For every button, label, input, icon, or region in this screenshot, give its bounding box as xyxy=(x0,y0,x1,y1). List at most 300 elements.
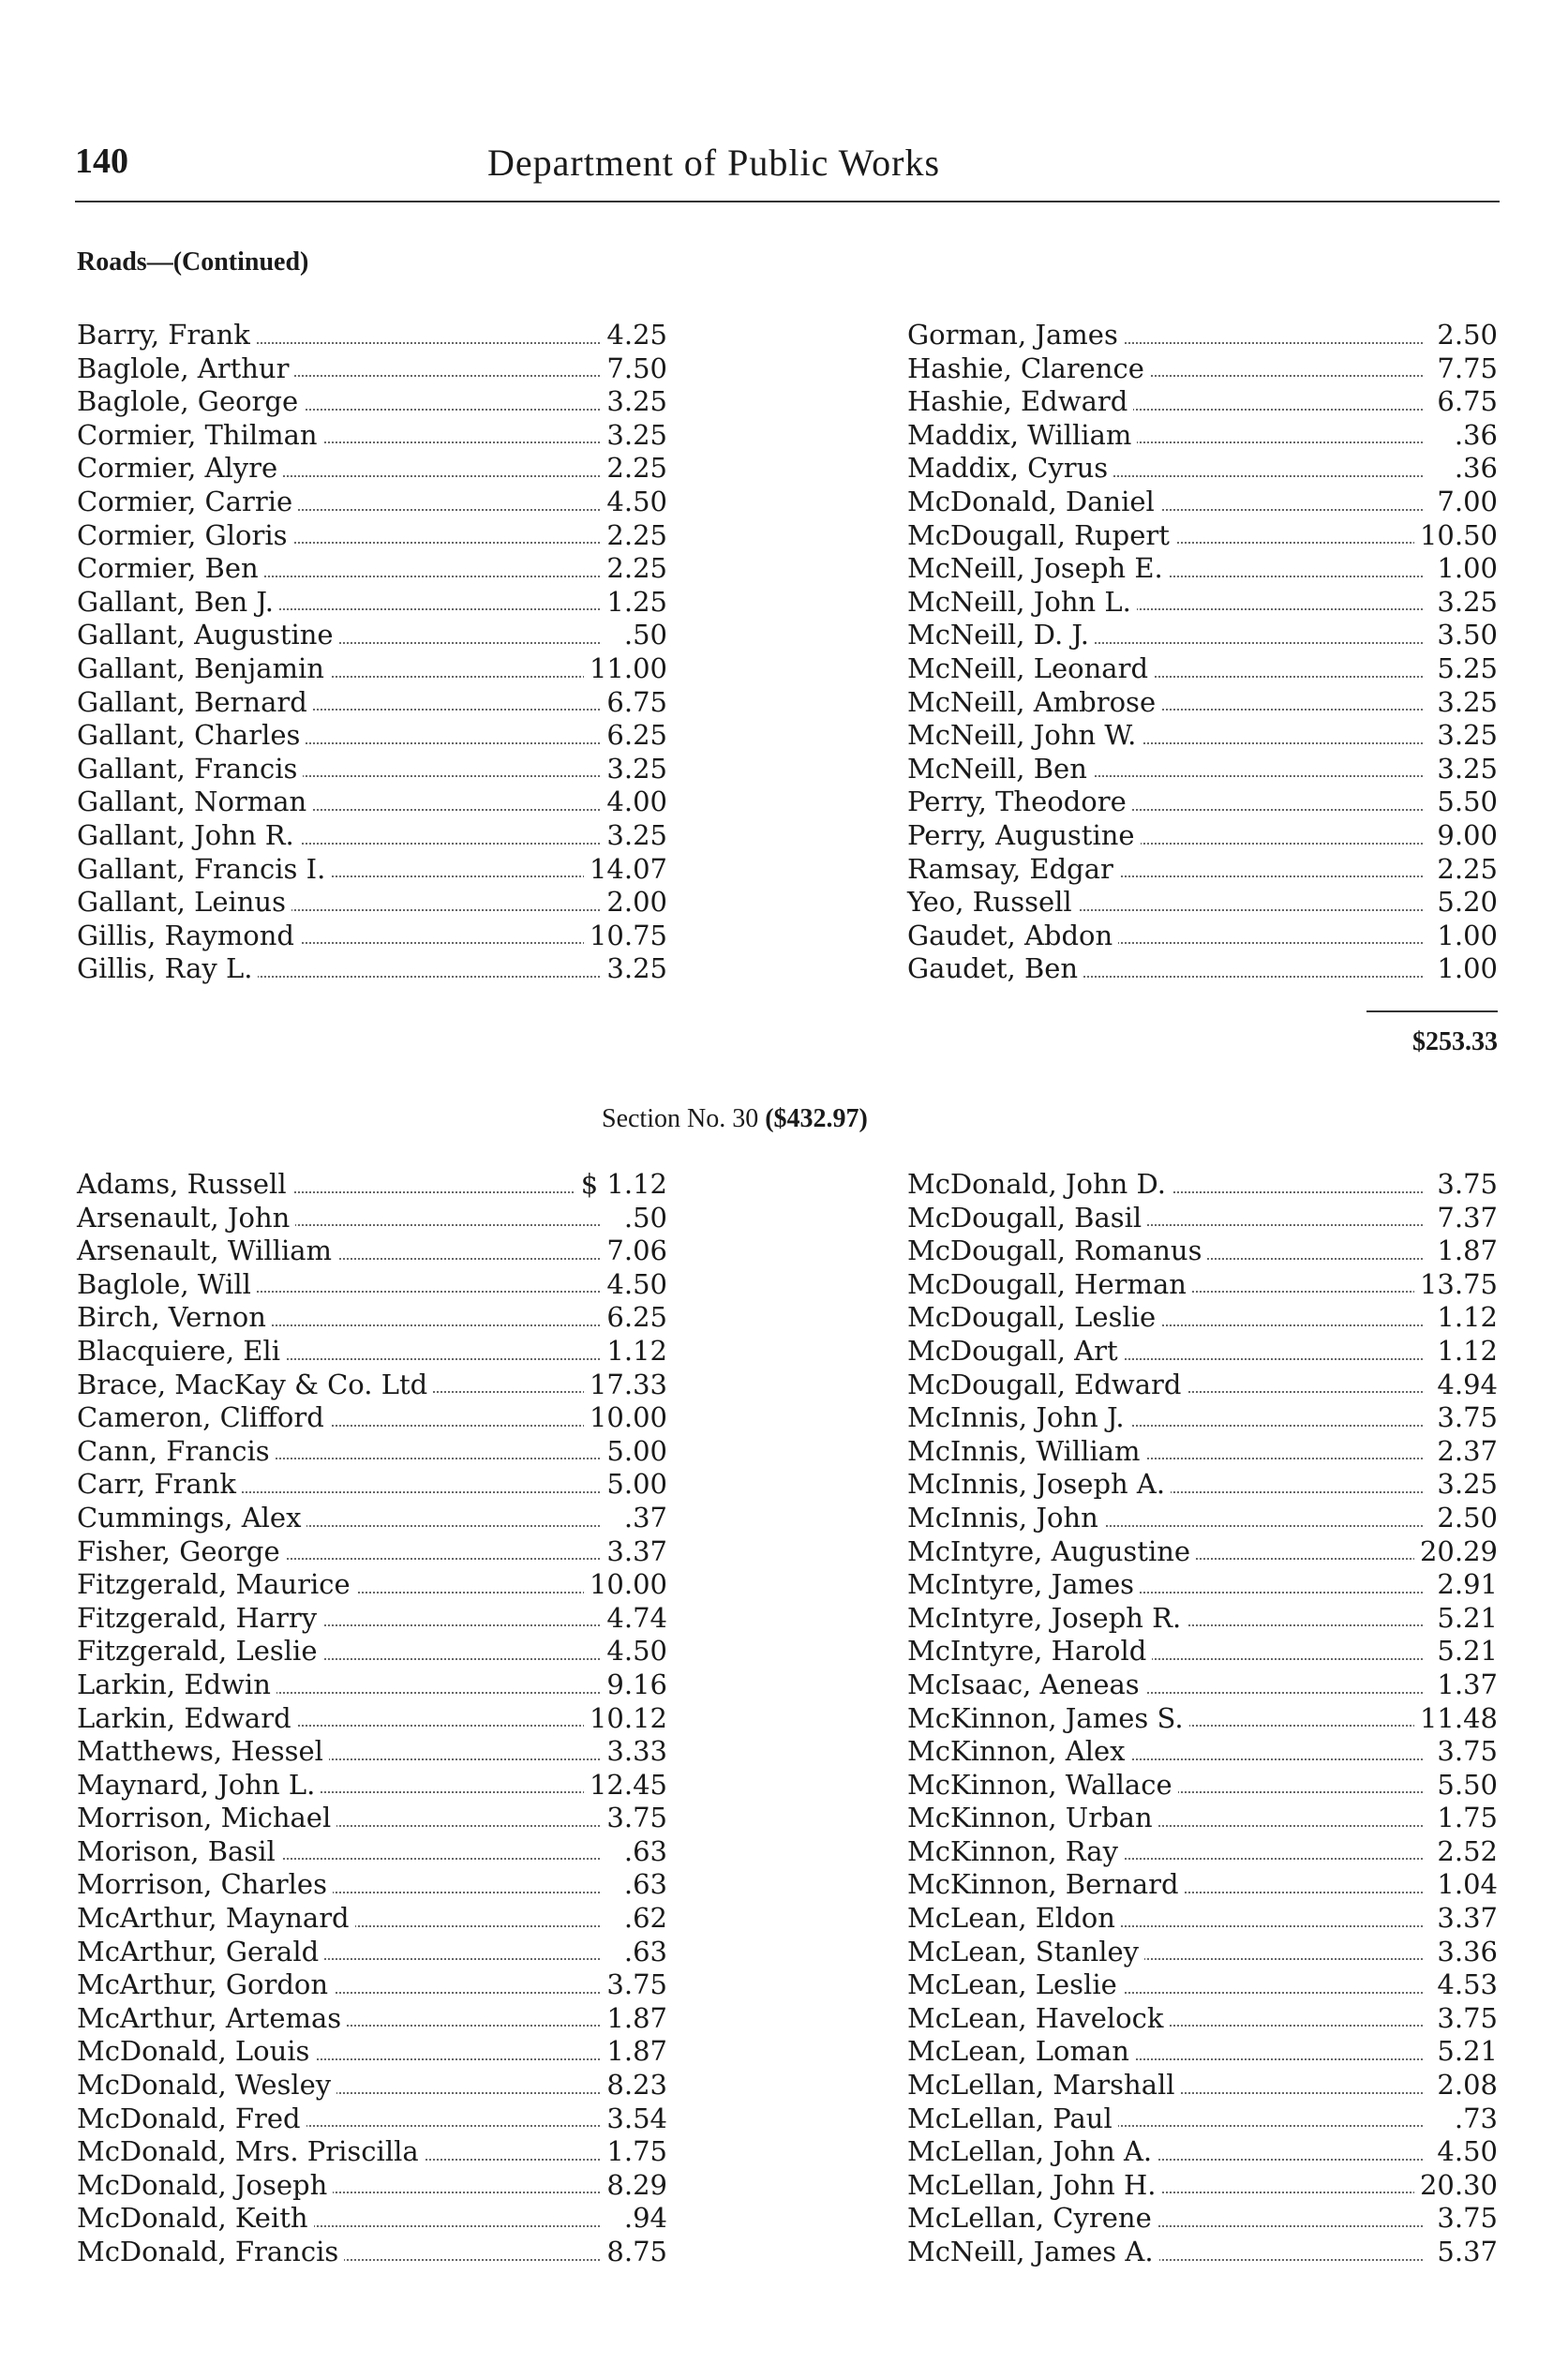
entry-amount: $ 1.12 xyxy=(575,1168,667,1202)
page-number: 140 xyxy=(75,142,128,181)
entry-name: McDougall, Rupert xyxy=(907,519,1175,553)
list-item xyxy=(907,853,1498,887)
entry-amount: 7.75 xyxy=(1431,352,1498,386)
entry-name: Adams, Russell xyxy=(77,1168,292,1202)
entry-amount: 11.48 xyxy=(1414,1702,1498,1736)
entry-amount: 17.33 xyxy=(584,1369,667,1402)
entry-amount: 3.25 xyxy=(1431,753,1498,786)
list-item xyxy=(77,1435,667,1469)
entry-name: McInnis, John J. xyxy=(907,1401,1130,1435)
list-item xyxy=(77,1802,667,1835)
entry-name: McNeill, James A. xyxy=(907,2236,1159,2269)
list-item xyxy=(77,1202,667,1235)
entry-amount: 5.50 xyxy=(1431,786,1498,819)
entry-name: Larkin, Edward xyxy=(77,1702,297,1736)
entry-amount: 3.25 xyxy=(1431,719,1498,753)
entry-amount: 3.36 xyxy=(1431,1936,1498,1969)
entry-amount: 5.00 xyxy=(601,1435,667,1469)
list-item xyxy=(907,1568,1498,1602)
entry-name: Morrison, Michael xyxy=(77,1802,336,1835)
list-item xyxy=(77,2035,667,2069)
entry-amount: 6.75 xyxy=(1431,385,1498,419)
entry-amount: 1.12 xyxy=(1431,1301,1498,1335)
list-item xyxy=(907,486,1498,519)
entry-name: Perry, Theodore xyxy=(907,786,1132,819)
entry-name: McInnis, Joseph A. xyxy=(907,1468,1171,1502)
list-item xyxy=(77,1268,667,1302)
entry-name: Gallant, Ben J. xyxy=(77,586,279,620)
entry-name: Gallant, Francis xyxy=(77,753,303,786)
list-item xyxy=(77,319,667,352)
entry-name: Cormier, Alyre xyxy=(77,452,283,486)
entry-name: McDonald, Francis xyxy=(77,2236,344,2269)
entry-amount: 2.91 xyxy=(1431,1568,1498,1602)
entry-amount: 8.75 xyxy=(601,2236,667,2269)
list-item xyxy=(907,1202,1498,1235)
entry-name: Gallant, Bernard xyxy=(77,686,313,720)
list-item xyxy=(77,686,667,720)
entry-amount: 3.75 xyxy=(601,1802,667,1835)
entry-name: McKinnon, James S. xyxy=(907,1702,1189,1736)
list-item xyxy=(907,419,1498,453)
entry-amount: .63 xyxy=(619,1835,667,1869)
roads-right-column xyxy=(907,319,1498,986)
entry-amount: 4.25 xyxy=(601,319,667,352)
list-item xyxy=(907,2169,1498,2203)
entry-name: McIsaac, Aeneas xyxy=(907,1668,1145,1702)
list-item xyxy=(77,1401,667,1435)
entry-name: Gillis, Ray L. xyxy=(77,952,258,986)
entry-name: McDougall, Romanus xyxy=(907,1234,1207,1268)
entry-amount: 1.75 xyxy=(1431,1802,1498,1835)
entry-amount: 5.21 xyxy=(1431,2035,1498,2069)
entry-amount: .63 xyxy=(619,1868,667,1902)
list-item xyxy=(907,452,1498,486)
entry-name: Maddix, Cyrus xyxy=(907,452,1113,486)
entry-name: Matthews, Hessel xyxy=(77,1735,329,1769)
entry-name: Cormier, Ben xyxy=(77,552,264,586)
entry-name: Larkin, Edwin xyxy=(77,1668,276,1702)
entry-name: McNeill, Ben xyxy=(907,753,1093,786)
entry-amount: 4.50 xyxy=(1431,2135,1498,2169)
entry-name: McDonald, Mrs. Priscilla xyxy=(77,2135,425,2169)
entry-amount: 3.75 xyxy=(1431,1168,1498,1202)
entry-name: Fitzgerald, Maurice xyxy=(77,1568,356,1602)
entry-name: Gallant, Benjamin xyxy=(77,652,330,686)
list-item xyxy=(907,1868,1498,1902)
list-item xyxy=(77,586,667,620)
entry-name: Baglole, Will xyxy=(77,1268,257,1302)
list-item xyxy=(907,920,1498,953)
page-header xyxy=(75,141,1500,197)
list-item xyxy=(77,452,667,486)
list-item xyxy=(77,1635,667,1668)
list-item xyxy=(907,1602,1498,1636)
list-item xyxy=(77,1502,667,1535)
entry-name: Gaudet, Ben xyxy=(907,952,1083,986)
list-item xyxy=(77,1168,667,1202)
entry-name: Gallant, Leinus xyxy=(77,886,291,920)
list-item xyxy=(77,952,667,986)
list-item xyxy=(77,1835,667,1869)
list-item xyxy=(77,1702,667,1736)
entry-amount: 5.00 xyxy=(601,1468,667,1502)
entry-amount: 2.08 xyxy=(1431,2069,1498,2102)
list-item xyxy=(77,920,667,953)
entry-name: Cormier, Gloris xyxy=(77,519,292,553)
list-item xyxy=(77,1369,667,1402)
list-item xyxy=(907,1468,1498,1502)
entry-name: Cameron, Clifford xyxy=(77,1401,330,1435)
entry-name: Hashie, Edward xyxy=(907,385,1133,419)
entry-amount: 1.00 xyxy=(1431,552,1498,586)
list-item xyxy=(77,753,667,786)
entry-name: Gillis, Raymond xyxy=(77,920,300,953)
entry-name: Baglole, George xyxy=(77,385,304,419)
entry-amount: 5.25 xyxy=(1431,652,1498,686)
list-item xyxy=(77,1568,667,1602)
list-item xyxy=(77,1868,667,1902)
list-item xyxy=(77,1968,667,2002)
entry-amount: 20.29 xyxy=(1414,1535,1498,1569)
list-item xyxy=(907,2035,1498,2069)
list-item xyxy=(907,753,1498,786)
list-item xyxy=(77,2202,667,2236)
list-item xyxy=(907,1902,1498,1936)
entry-name: Arsenault, John xyxy=(77,1202,295,1235)
total-rule xyxy=(1366,1010,1498,1012)
entry-name: McDonald, Fred xyxy=(77,2102,306,2136)
entry-amount: 1.87 xyxy=(601,2002,667,2036)
entry-name: McDonald, Keith xyxy=(77,2202,314,2236)
list-item xyxy=(77,786,667,819)
entry-amount: 2.50 xyxy=(1431,1502,1498,1535)
entry-name: Maddix, William xyxy=(907,419,1137,453)
entry-name: McNeill, John W. xyxy=(907,719,1142,753)
list-item xyxy=(77,1301,667,1335)
entry-name: McIntyre, Augustine xyxy=(907,1535,1196,1569)
entry-name: McNeill, John L. xyxy=(907,586,1137,620)
entry-name: Gallant, John R. xyxy=(77,819,300,853)
entry-amount: 2.25 xyxy=(601,452,667,486)
roads-total: $253.33 xyxy=(1412,1027,1498,1056)
entry-name: McNeill, Ambrose xyxy=(907,686,1161,720)
entry-amount: 6.75 xyxy=(601,686,667,720)
list-item xyxy=(907,1802,1498,1835)
list-item xyxy=(907,1635,1498,1668)
entry-name: McLellan, John H. xyxy=(907,2169,1161,2203)
entry-amount: 3.75 xyxy=(1431,1735,1498,1769)
entry-name: McInnis, William xyxy=(907,1435,1146,1469)
entry-amount: 6.25 xyxy=(601,719,667,753)
entry-name: McArthur, Gordon xyxy=(77,1968,334,2002)
list-item xyxy=(77,552,667,586)
list-item xyxy=(907,1369,1498,1402)
entry-name: Carr, Frank xyxy=(77,1468,242,1502)
list-item xyxy=(907,819,1498,853)
entry-amount: 3.33 xyxy=(601,1735,667,1769)
entry-name: McDougall, Leslie xyxy=(907,1301,1161,1335)
list-item xyxy=(77,2135,667,2169)
entry-amount: 4.50 xyxy=(601,1635,667,1668)
entry-amount: .73 xyxy=(1449,2102,1498,2136)
entry-name: McKinnon, Urban xyxy=(907,1802,1158,1835)
entry-amount: 1.25 xyxy=(601,586,667,620)
entry-name: McLellan, Cyrene xyxy=(907,2202,1157,2236)
entry-amount: 3.37 xyxy=(1431,1902,1498,1936)
entry-amount: 1.37 xyxy=(1431,1668,1498,1702)
section-right-column xyxy=(907,1168,1498,2269)
list-item xyxy=(77,886,667,920)
list-item xyxy=(77,2236,667,2269)
entry-name: McDougall, Herman xyxy=(907,1268,1192,1302)
entry-name: Fitzgerald, Leslie xyxy=(77,1635,323,1668)
list-item xyxy=(77,1769,667,1803)
entry-name: McArthur, Gerald xyxy=(77,1936,324,1969)
entry-amount: 2.37 xyxy=(1431,1435,1498,1469)
entry-amount: 4.53 xyxy=(1431,1968,1498,2002)
entry-name: McIntyre, Joseph R. xyxy=(907,1602,1187,1636)
entry-name: McIntyre, Harold xyxy=(907,1635,1152,1668)
list-item xyxy=(77,2169,667,2203)
entry-amount: 3.25 xyxy=(601,419,667,453)
list-item xyxy=(77,1902,667,1936)
entry-amount: 5.50 xyxy=(1431,1769,1498,1803)
entry-name: Morrison, Charles xyxy=(77,1868,333,1902)
entry-name: McArthur, Maynard xyxy=(77,1902,355,1936)
section-label: Section No. 30 xyxy=(602,1104,759,1133)
entry-amount: 20.30 xyxy=(1414,2169,1498,2203)
entry-amount: 8.29 xyxy=(601,2169,667,2203)
entry-name: Gaudet, Abdon xyxy=(907,920,1118,953)
entry-name: Birch, Vernon xyxy=(77,1301,272,1335)
entry-name: McKinnon, Ray xyxy=(907,1835,1124,1869)
list-item xyxy=(907,1168,1498,1202)
entry-amount: 3.25 xyxy=(601,385,667,419)
page-title: Department of Public Works xyxy=(487,142,941,184)
entry-amount: 6.25 xyxy=(601,1301,667,1335)
entry-amount: 3.25 xyxy=(601,952,667,986)
entry-name: Cormier, Thilman xyxy=(77,419,323,453)
header-rule xyxy=(75,201,1500,202)
entry-amount: 4.50 xyxy=(601,1268,667,1302)
entry-amount: 5.21 xyxy=(1431,1635,1498,1668)
list-item xyxy=(77,652,667,686)
entry-amount: 7.00 xyxy=(1431,486,1498,519)
entry-name: Ramsay, Edgar xyxy=(907,853,1119,887)
entry-name: McDonald, Daniel xyxy=(907,486,1160,519)
entry-amount: .50 xyxy=(619,619,667,652)
entry-amount: 9.00 xyxy=(1431,819,1498,853)
entry-name: McLellan, Paul xyxy=(907,2102,1118,2136)
entry-name: McDougall, Basil xyxy=(907,1202,1147,1235)
entry-amount: 3.25 xyxy=(1431,586,1498,620)
entry-amount: 3.25 xyxy=(1431,686,1498,720)
entry-amount: 9.16 xyxy=(601,1668,667,1702)
list-item xyxy=(907,1535,1498,1569)
entry-amount: 2.50 xyxy=(1431,319,1498,352)
list-item xyxy=(77,719,667,753)
entry-amount: 7.50 xyxy=(601,352,667,386)
entry-amount: .94 xyxy=(619,2202,667,2236)
entry-amount: 3.75 xyxy=(601,1968,667,2002)
entry-amount: .62 xyxy=(619,1902,667,1936)
list-item xyxy=(907,586,1498,620)
entry-name: Gallant, Augustine xyxy=(77,619,339,652)
list-item xyxy=(77,352,667,386)
entry-name: Cann, Francis xyxy=(77,1435,276,1469)
entry-name: McLean, Havelock xyxy=(907,2002,1169,2036)
entry-name: Yeo, Russell xyxy=(907,886,1078,920)
list-item xyxy=(907,2102,1498,2136)
list-item xyxy=(77,419,667,453)
entry-name: Morison, Basil xyxy=(77,1835,281,1869)
entry-amount: 2.25 xyxy=(601,552,667,586)
list-item xyxy=(77,619,667,652)
roads-left-column xyxy=(77,319,667,986)
entry-name: Barry, Frank xyxy=(77,319,256,352)
entry-name: Gallant, Charles xyxy=(77,719,306,753)
list-item xyxy=(77,1668,667,1702)
section-left-column xyxy=(77,1168,667,2269)
list-item xyxy=(907,385,1498,419)
entry-amount: 3.54 xyxy=(601,2102,667,2136)
entry-amount: .36 xyxy=(1449,452,1498,486)
list-item xyxy=(907,2135,1498,2169)
list-item xyxy=(907,2202,1498,2236)
entry-amount: 2.52 xyxy=(1431,1835,1498,1869)
entry-amount: .63 xyxy=(619,1936,667,1969)
entry-name: Gallant, Norman xyxy=(77,786,312,819)
entry-amount: 3.75 xyxy=(1431,2202,1498,2236)
list-item xyxy=(907,1835,1498,1869)
list-item xyxy=(77,385,667,419)
entry-name: McKinnon, Alex xyxy=(907,1735,1131,1769)
entry-amount: 1.00 xyxy=(1431,920,1498,953)
list-item xyxy=(907,352,1498,386)
entry-amount: 1.12 xyxy=(1431,1335,1498,1369)
entry-amount: 1.75 xyxy=(601,2135,667,2169)
entry-amount: 4.94 xyxy=(1431,1369,1498,1402)
entry-amount: 3.50 xyxy=(1431,619,1498,652)
entry-amount: 3.75 xyxy=(1431,2002,1498,2036)
section-amount: ($432.97) xyxy=(765,1104,868,1133)
list-item xyxy=(907,1401,1498,1435)
entry-amount: 5.37 xyxy=(1431,2236,1498,2269)
entry-amount: 12.45 xyxy=(584,1769,667,1803)
entry-name: McDonald, John D. xyxy=(907,1168,1172,1202)
list-item xyxy=(77,1602,667,1636)
list-item xyxy=(907,1268,1498,1302)
entry-name: Gallant, Francis I. xyxy=(77,853,331,887)
entry-amount: 13.75 xyxy=(1414,1268,1498,1302)
list-item xyxy=(77,2069,667,2102)
entry-name: McIntyre, James xyxy=(907,1568,1140,1602)
entry-amount: .37 xyxy=(619,1502,667,1535)
list-item xyxy=(907,652,1498,686)
entry-amount: 4.00 xyxy=(601,786,667,819)
entry-name: McLean, Leslie xyxy=(907,1968,1123,2002)
entry-amount: 5.21 xyxy=(1431,1602,1498,1636)
entry-name: McKinnon, Wallace xyxy=(907,1769,1178,1803)
entry-name: Cormier, Carrie xyxy=(77,486,298,519)
entry-amount: 10.50 xyxy=(1414,519,1498,553)
entry-name: McDonald, Louis xyxy=(77,2035,315,2069)
list-item xyxy=(77,1234,667,1268)
entry-amount: 1.00 xyxy=(1431,952,1498,986)
entry-name: Maynard, John L. xyxy=(77,1769,321,1803)
list-item xyxy=(907,1735,1498,1769)
entry-amount: 10.12 xyxy=(584,1702,667,1736)
entry-amount: 1.87 xyxy=(1431,1234,1498,1268)
entry-amount: 7.37 xyxy=(1431,1202,1498,1235)
list-item xyxy=(907,552,1498,586)
entry-name: McInnis, John xyxy=(907,1502,1104,1535)
entry-name: Gorman, James xyxy=(907,319,1124,352)
list-item xyxy=(907,2236,1498,2269)
entry-amount: 3.25 xyxy=(601,753,667,786)
list-item xyxy=(77,2002,667,2036)
list-item xyxy=(907,519,1498,553)
entry-name: McDougall, Edward xyxy=(907,1369,1187,1402)
entry-amount: 3.25 xyxy=(601,819,667,853)
entry-name: Hashie, Clarence xyxy=(907,352,1150,386)
entry-name: McDougall, Art xyxy=(907,1335,1124,1369)
entry-amount: 3.75 xyxy=(1431,1401,1498,1435)
entry-amount: 1.87 xyxy=(601,2035,667,2069)
entry-name: Fitzgerald, Harry xyxy=(77,1602,322,1636)
entry-amount: 1.04 xyxy=(1431,1868,1498,1902)
list-item xyxy=(907,619,1498,652)
entry-amount: 7.06 xyxy=(601,1234,667,1268)
entry-name: Fisher, George xyxy=(77,1535,286,1569)
entry-name: McLean, Eldon xyxy=(907,1902,1121,1936)
list-item xyxy=(907,2069,1498,2102)
entry-name: McKinnon, Bernard xyxy=(907,1868,1185,1902)
roads-heading: Roads—(Continued) xyxy=(77,247,309,277)
entry-name: McArthur, Artemas xyxy=(77,2002,347,2036)
entry-name: McNeill, Joseph E. xyxy=(907,552,1169,586)
entry-amount: 11.00 xyxy=(584,652,667,686)
entry-amount: 3.25 xyxy=(1431,1468,1498,1502)
list-item xyxy=(907,686,1498,720)
entry-amount: 2.00 xyxy=(601,886,667,920)
list-item xyxy=(77,486,667,519)
entry-amount: 4.74 xyxy=(601,1602,667,1636)
list-item xyxy=(907,1435,1498,1469)
entry-name: McDonald, Wesley xyxy=(77,2069,336,2102)
list-item xyxy=(907,1502,1498,1535)
list-item xyxy=(907,2002,1498,2036)
list-item xyxy=(77,519,667,553)
entry-name: McNeill, Leonard xyxy=(907,652,1154,686)
entry-amount: 2.25 xyxy=(601,519,667,553)
entry-amount: 5.20 xyxy=(1431,886,1498,920)
entry-name: McLean, Loman xyxy=(907,2035,1135,2069)
entry-amount: 1.12 xyxy=(601,1335,667,1369)
list-item xyxy=(907,786,1498,819)
list-item xyxy=(77,1936,667,1969)
entry-name: McLellan, John A. xyxy=(907,2135,1157,2169)
list-item xyxy=(77,2102,667,2136)
entry-amount: .36 xyxy=(1449,419,1498,453)
list-item xyxy=(907,1335,1498,1369)
entry-name: Baglole, Arthur xyxy=(77,352,294,386)
entry-amount: 10.00 xyxy=(584,1401,667,1435)
entry-name: Blacquiere, Eli xyxy=(77,1335,286,1369)
entry-amount: 10.75 xyxy=(584,920,667,953)
entry-name: Perry, Augustine xyxy=(907,819,1141,853)
